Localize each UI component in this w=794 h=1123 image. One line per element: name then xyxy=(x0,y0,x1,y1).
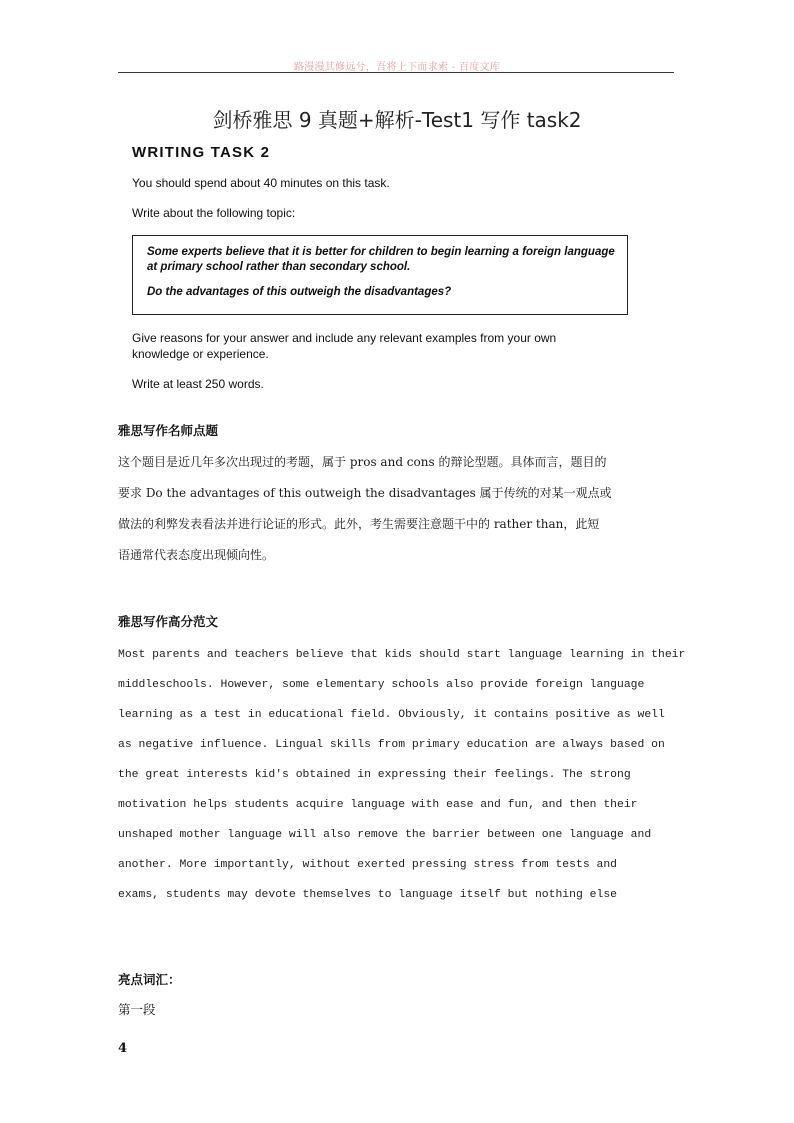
essay-line: exams, students may devote themselves to language itself but nothing else xyxy=(118,889,617,901)
analysis-line: 做法的利弊发表看法并进行论证的形式。此外，考生需要注意题干中的 rather than，此短 xyxy=(118,517,600,531)
reasons-instruction-line-1: Give reasons for your answer and include any relevant examples from your own xyxy=(132,331,557,345)
time-instruction: You should spend about 40 minutes on this task. xyxy=(132,176,390,190)
essay-line: learning as a test in educational field. Obviously, it contains positive as well xyxy=(118,709,665,721)
analysis-heading: 雅思写作名师点题 xyxy=(118,423,219,438)
essay-text xyxy=(118,640,686,910)
prompt-statement: Some experts believe that it is better for children to begin learning a foreign language at primary school rather than secondary school. xyxy=(147,246,615,273)
essay-heading: 雅思写作高分范文 xyxy=(118,614,219,629)
paragraph-label: 第一段 xyxy=(118,1002,156,1017)
header-watermark: 路漫漫其修远兮，吾将上下而求索 - 百度文库 xyxy=(293,62,501,73)
reasons-instruction-line-2: knowledge or experience. xyxy=(132,347,269,361)
page-number: 4 xyxy=(118,1041,128,1056)
essay-line: Most parents and teachers believe that kids should start language learning in their xyxy=(118,649,686,661)
word-count-instruction: Write at least 250 words. xyxy=(132,377,264,391)
essay-line: the great interests kid's obtained in expressing their feelings. The strong xyxy=(118,769,631,781)
essay-line: middleschools. However, some elementary schools also provide foreign language xyxy=(118,679,645,691)
prompt-box xyxy=(132,235,628,315)
header-divider xyxy=(118,72,674,73)
essay-line: motivation helps students acquire language with ease and fun, and then their xyxy=(118,799,638,811)
essay-line: unshaped mother language will also remove the barrier between one language and xyxy=(118,829,652,841)
analysis-line: 这个题目是近几年多次出现过的考题，属于 pros and cons 的辩论型题。具体而言，题目的 xyxy=(118,455,607,469)
task-heading: WRITING TASK 2 xyxy=(132,144,271,161)
essay-line: another. More importantly, without exerted pressing stress from tests and xyxy=(118,859,617,871)
essay-line: as negative influence. Lingual skills from primary education are always based on xyxy=(118,739,665,751)
document-title: 剑桥雅思 9 真题+解析-Test1 写作 task2 xyxy=(212,108,582,132)
prompt-question: Do the advantages of this outweigh the disadvantages? xyxy=(147,286,452,298)
vocabulary-heading: 亮点词汇： xyxy=(118,972,181,987)
topic-instruction: Write about the following topic: xyxy=(132,206,296,220)
analysis-line: 语通常代表态度出现倾向性。 xyxy=(118,548,275,562)
analysis-text xyxy=(118,447,676,571)
analysis-line: 要求 Do the advantages of this outweigh the disadvantages 属于传统的对某一观点或 xyxy=(118,486,612,500)
